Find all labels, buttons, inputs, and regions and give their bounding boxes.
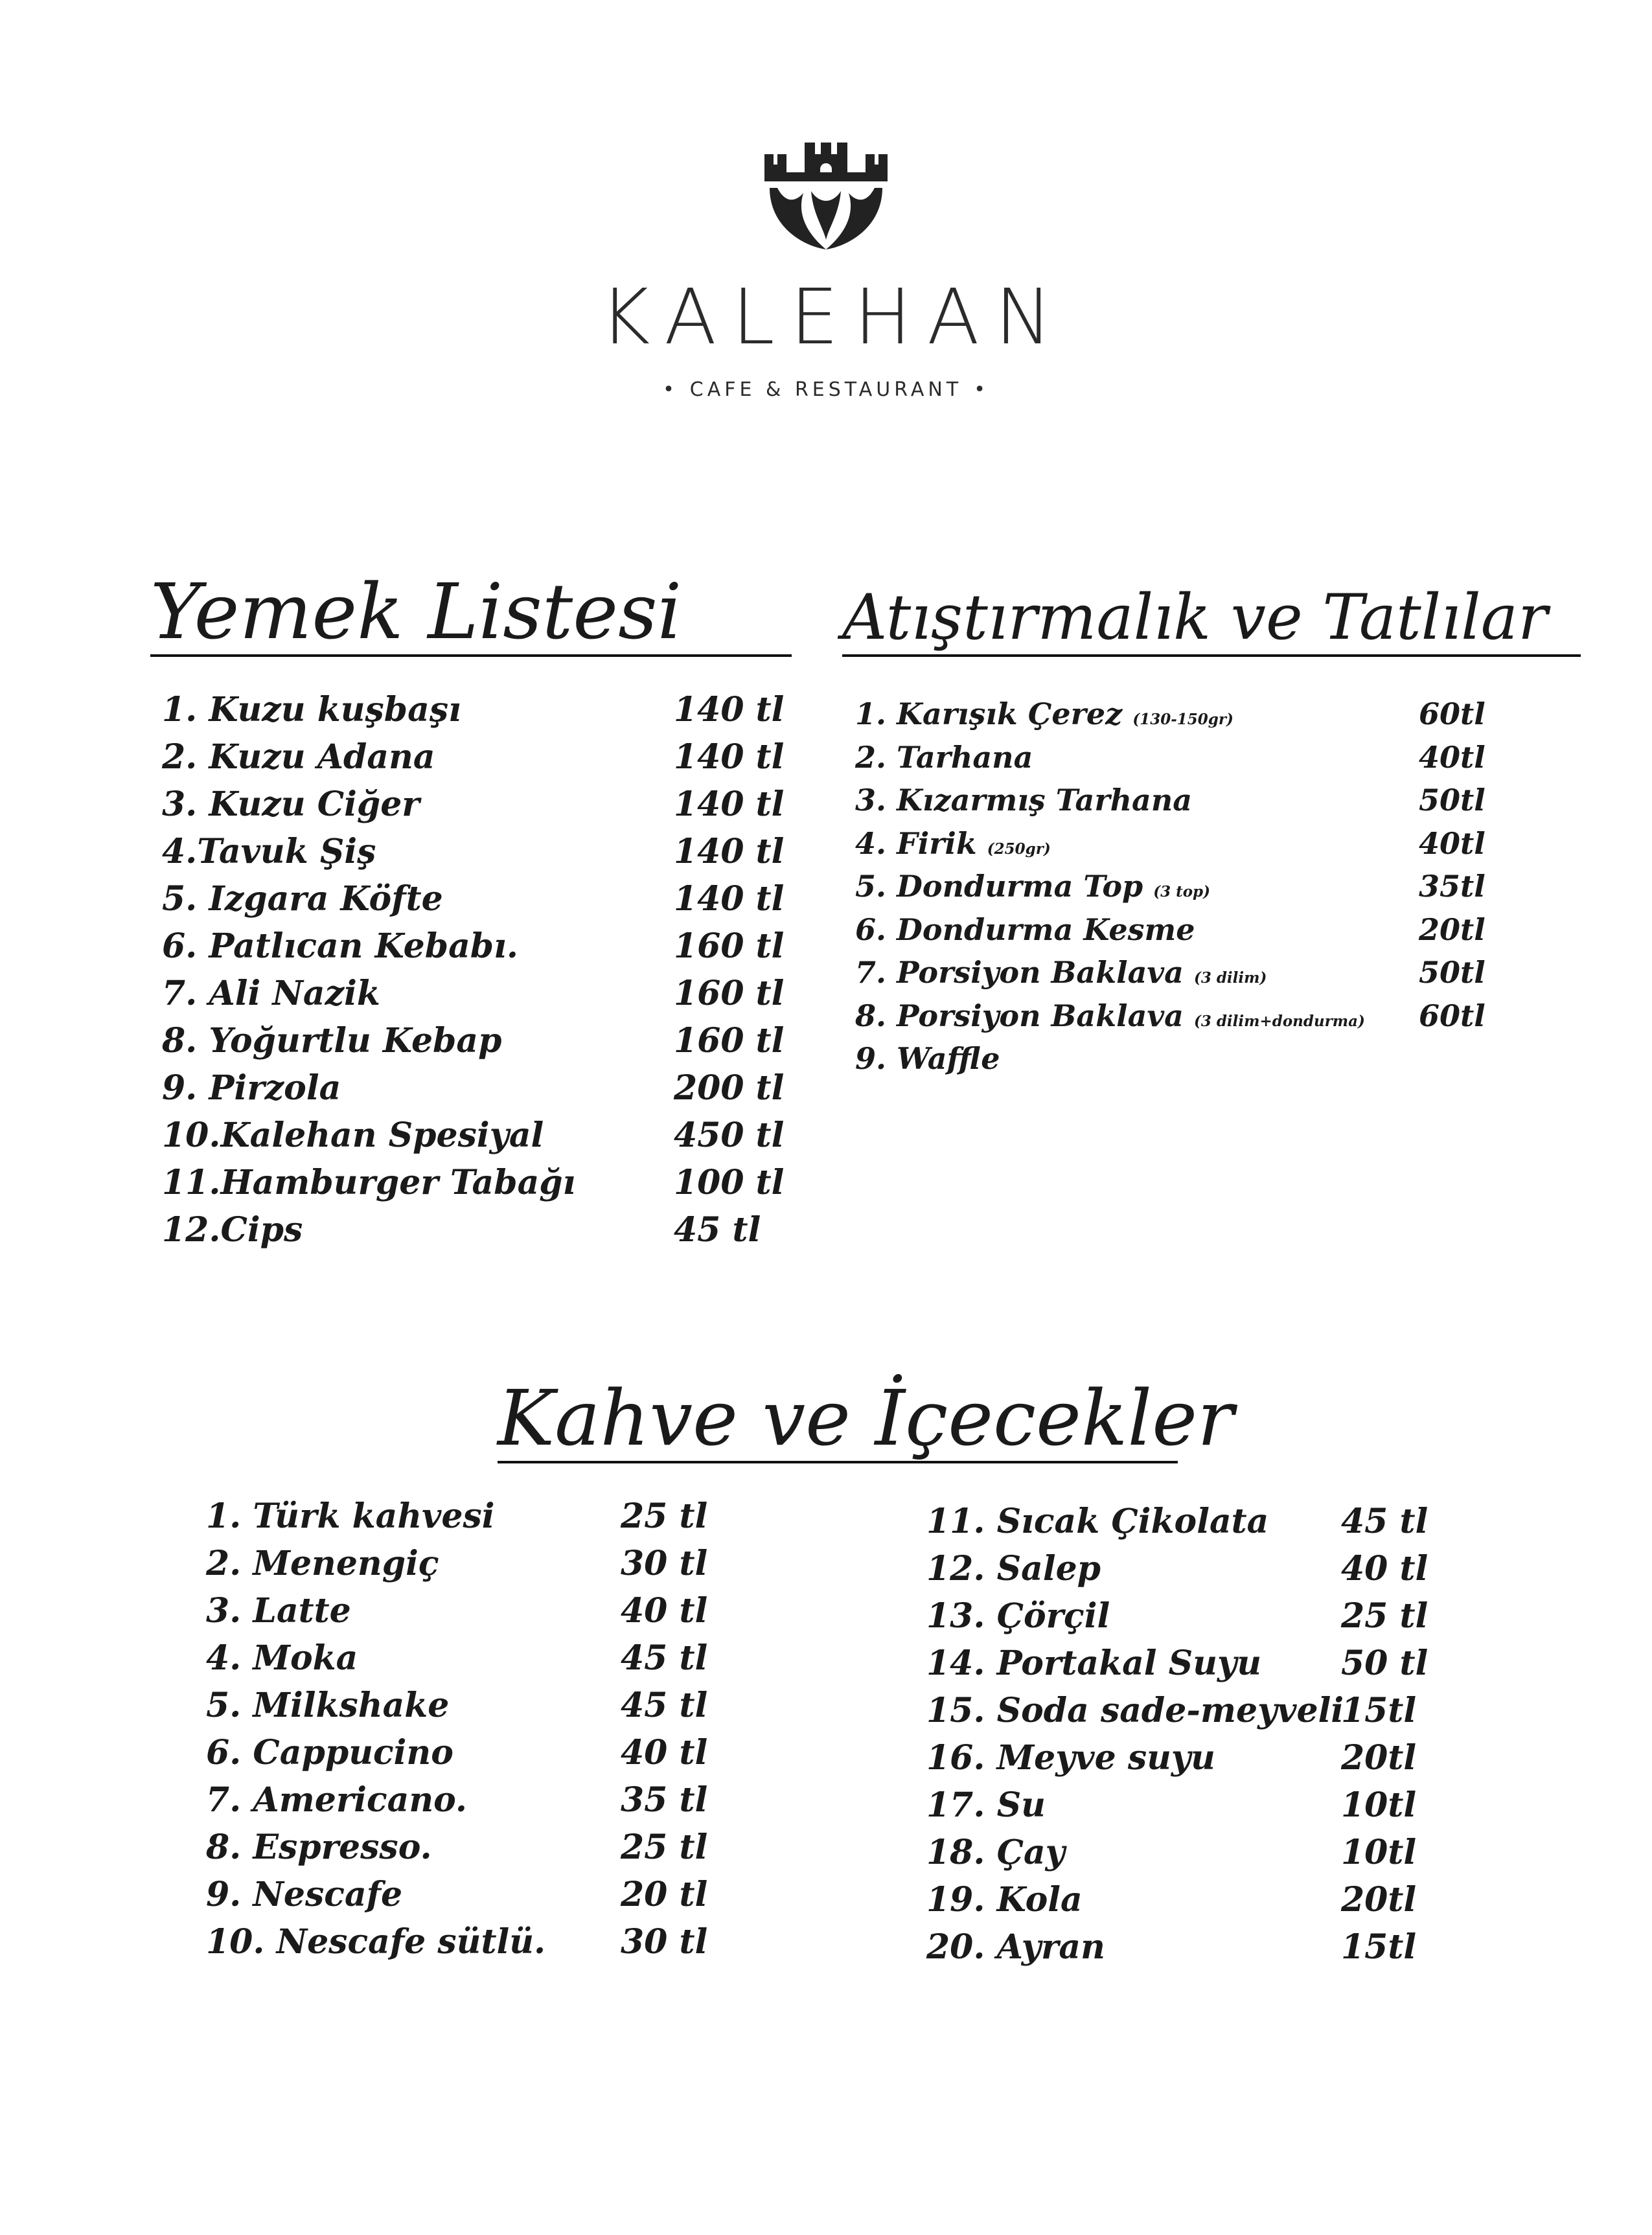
menu-item-name bbox=[855, 955, 1267, 990]
icecek-list-left bbox=[206, 1496, 789, 1969]
menu-item bbox=[206, 1733, 789, 1780]
brand-name: KALEHAN bbox=[599, 272, 1068, 361]
menu-item bbox=[162, 1210, 797, 1257]
menu-item-name bbox=[206, 1544, 439, 1583]
menu-item-label: 6. Cappucino bbox=[206, 1733, 453, 1772]
menu-item-price: 40 tl bbox=[621, 1733, 708, 1772]
menu-item-label: 5. Izgara Köfte bbox=[162, 879, 443, 919]
menu-item-label: 3. Kuzu Ciğer bbox=[162, 785, 420, 824]
menu-item-label: 1. Karışık Çerez bbox=[855, 696, 1123, 731]
menu-item-price: 10tl bbox=[1341, 1785, 1417, 1825]
menu-item-name bbox=[926, 1549, 1101, 1588]
menu-item-name bbox=[926, 1502, 1268, 1541]
menu-item-name bbox=[855, 1041, 1000, 1076]
menu-item bbox=[206, 1544, 789, 1591]
yemek-title: Yemek Listesi bbox=[150, 567, 682, 656]
menu-item-note: (3 top) bbox=[1153, 883, 1211, 900]
menu-item-label: 9. Pirzola bbox=[162, 1068, 341, 1108]
menu-item bbox=[926, 1833, 1509, 1880]
menu-item bbox=[855, 869, 1568, 912]
menu-item-price: 30 tl bbox=[621, 1922, 708, 1962]
menu-item-price: 40 tl bbox=[1341, 1549, 1428, 1588]
menu-item-label: 5. Dondurma Top bbox=[855, 869, 1143, 904]
brand-subtitle: • CAFE & RESTAURANT • bbox=[663, 378, 989, 401]
menu-item-label: 3. Latte bbox=[206, 1591, 351, 1631]
menu-item-note: (3 dilim+dondurma) bbox=[1193, 1012, 1365, 1030]
menu-item-label: 7. Porsiyon Baklava bbox=[855, 955, 1184, 990]
menu-item-price: 160 tl bbox=[674, 926, 785, 966]
menu-item-name bbox=[926, 1738, 1215, 1778]
menu-item-name bbox=[162, 1163, 575, 1202]
menu-item-label: 3. Kızarmış Tarhana bbox=[855, 783, 1193, 818]
menu-item-label: 9. Nescafe bbox=[206, 1875, 403, 1914]
menu-item bbox=[162, 832, 797, 879]
menu-item bbox=[206, 1780, 789, 1828]
menu-item-price: 25 tl bbox=[621, 1828, 708, 1867]
menu-item bbox=[855, 912, 1568, 956]
menu-item bbox=[206, 1686, 789, 1733]
menu-item-name bbox=[206, 1922, 545, 1962]
menu-item bbox=[162, 785, 797, 832]
menu-item bbox=[926, 1596, 1509, 1644]
menu-item-label: 17. Su bbox=[926, 1785, 1046, 1825]
menu-item bbox=[162, 737, 797, 785]
menu-item bbox=[162, 1068, 797, 1116]
brand-logo bbox=[0, 143, 1652, 401]
menu-item-label: 10.Kalehan Spesiyal bbox=[162, 1116, 544, 1155]
menu-item-price: 50 tl bbox=[1341, 1644, 1428, 1683]
icecek-title-underline bbox=[498, 1461, 1178, 1463]
menu-item-name bbox=[162, 1116, 544, 1155]
menu-item-price: 140 tl bbox=[674, 832, 785, 871]
menu-item-name bbox=[162, 1210, 303, 1250]
menu-item-price: 450 tl bbox=[674, 1116, 785, 1155]
menu-item-name bbox=[162, 785, 420, 824]
menu-item-price: 20tl bbox=[1341, 1880, 1417, 1920]
menu-item-price: 160 tl bbox=[674, 1021, 785, 1060]
menu-item-label: 15. Soda sade-meyveli bbox=[926, 1691, 1344, 1730]
menu-item-note: (3 dilim) bbox=[1193, 969, 1267, 987]
menu-item-price: 140 tl bbox=[674, 785, 785, 824]
menu-item-price: 200 tl bbox=[674, 1068, 785, 1108]
menu-item-price: 35 tl bbox=[621, 1780, 708, 1820]
menu-item bbox=[855, 783, 1568, 826]
menu-item-name bbox=[926, 1927, 1105, 1967]
menu-item-price: 100 tl bbox=[674, 1163, 785, 1202]
menu-item-price: 20 tl bbox=[621, 1875, 708, 1914]
menu-item-name bbox=[855, 998, 1365, 1033]
menu-item-label: 14. Portakal Suyu bbox=[926, 1644, 1262, 1683]
menu-item bbox=[162, 879, 797, 926]
menu-item bbox=[162, 1116, 797, 1163]
menu-item-label: 8. Espresso. bbox=[206, 1828, 432, 1867]
menu-item-label: 8. Yoğurtlu Kebap bbox=[162, 1021, 502, 1060]
menu-item bbox=[926, 1691, 1509, 1738]
menu-item-label: 12.Cips bbox=[162, 1210, 303, 1250]
menu-item-price: 160 tl bbox=[674, 974, 785, 1013]
icecek-list-right bbox=[926, 1502, 1509, 1975]
menu-item-name bbox=[855, 826, 1051, 861]
menu-item-price: 50tl bbox=[1419, 955, 1486, 990]
menu-item-label: 8. Porsiyon Baklava bbox=[855, 998, 1184, 1033]
menu-item-note: (250gr) bbox=[987, 840, 1051, 858]
menu-item-price: 140 tl bbox=[674, 879, 785, 919]
menu-item bbox=[926, 1502, 1509, 1549]
menu-item-price: 45 tl bbox=[1341, 1502, 1428, 1541]
menu-item bbox=[855, 740, 1568, 783]
menu-item-price: 60tl bbox=[1419, 696, 1486, 731]
atistirmalik-title: Atıştırmalık ve Tatlılar bbox=[842, 581, 1548, 654]
menu-item bbox=[206, 1591, 789, 1638]
menu-item-price: 25 tl bbox=[621, 1496, 708, 1536]
menu-item-price: 60tl bbox=[1419, 998, 1486, 1033]
menu-item bbox=[206, 1638, 789, 1686]
menu-item-name bbox=[206, 1638, 358, 1678]
menu-item-name bbox=[855, 869, 1210, 904]
menu-item-name bbox=[206, 1686, 449, 1725]
menu-item-name bbox=[855, 740, 1033, 775]
menu-item-price: 30 tl bbox=[621, 1544, 708, 1583]
menu-item-label: 11.Hamburger Tabağı bbox=[162, 1163, 576, 1202]
menu-item-name bbox=[926, 1644, 1261, 1683]
menu-item-name bbox=[162, 879, 443, 919]
menu-item bbox=[855, 826, 1568, 869]
menu-item-name bbox=[926, 1785, 1046, 1825]
menu-item bbox=[855, 696, 1568, 740]
menu-item-label: 11. Sıcak Çikolata bbox=[926, 1502, 1269, 1541]
menu-item-label: 7. Americano. bbox=[206, 1780, 468, 1820]
menu-item bbox=[926, 1880, 1509, 1927]
atistirmalik-list bbox=[855, 696, 1568, 1084]
menu-item bbox=[926, 1644, 1509, 1691]
menu-item-name bbox=[206, 1496, 495, 1536]
menu-item-name bbox=[162, 690, 461, 729]
menu-item-name bbox=[162, 737, 435, 777]
menu-item bbox=[855, 998, 1568, 1042]
menu-item-label: 12. Salep bbox=[926, 1549, 1101, 1588]
menu-item-price: 25 tl bbox=[1341, 1596, 1428, 1636]
yemek-list bbox=[162, 690, 797, 1257]
menu-item bbox=[206, 1875, 789, 1922]
menu-item-name bbox=[206, 1828, 432, 1867]
menu-item bbox=[855, 955, 1568, 998]
menu-item bbox=[926, 1738, 1509, 1785]
menu-item-label: 4. Moka bbox=[206, 1638, 358, 1678]
menu-item-label: 4. Firik bbox=[855, 825, 977, 861]
menu-item bbox=[926, 1549, 1509, 1596]
menu-item-price: 140 tl bbox=[674, 690, 785, 729]
menu-item-name bbox=[162, 926, 518, 966]
atistirmalik-title-underline bbox=[842, 654, 1581, 657]
icecek-title: Kahve ve İçecekler bbox=[498, 1373, 1234, 1463]
menu-item-price: 15tl bbox=[1341, 1927, 1417, 1967]
menu-item-name bbox=[162, 1021, 501, 1060]
menu-item-price: 40tl bbox=[1419, 825, 1486, 861]
menu-item-label: 18. Çay bbox=[926, 1833, 1065, 1872]
menu-item-name bbox=[206, 1733, 453, 1772]
menu-item-name bbox=[926, 1691, 1344, 1730]
menu-item-label: 2. Tarhana bbox=[855, 739, 1033, 775]
menu-item-label: 4.Tavuk Şiş bbox=[162, 832, 376, 871]
menu-item bbox=[162, 1163, 797, 1210]
menu-item-label: 20. Ayran bbox=[926, 1927, 1105, 1967]
menu-item-label: 16. Meyve suyu bbox=[926, 1738, 1215, 1778]
menu-item bbox=[206, 1922, 789, 1969]
menu-item-price: 10tl bbox=[1341, 1833, 1417, 1872]
menu-item-label: 13. Çörçil bbox=[926, 1596, 1110, 1636]
menu-item-name bbox=[162, 1068, 341, 1108]
menu-item-name bbox=[162, 974, 380, 1013]
menu-item-name bbox=[855, 696, 1233, 731]
menu-item bbox=[926, 1927, 1509, 1975]
menu-item-price: 35tl bbox=[1419, 869, 1486, 904]
menu-item-name bbox=[926, 1833, 1065, 1872]
menu-item-price: 20tl bbox=[1419, 911, 1486, 947]
menu-item-label: 1. Türk kahvesi bbox=[206, 1496, 495, 1536]
menu-item-label: 19. Kola bbox=[926, 1880, 1083, 1920]
menu-item-label: 6. Dondurma Kesme bbox=[855, 911, 1195, 947]
menu-item bbox=[206, 1828, 789, 1875]
menu-item-name bbox=[162, 832, 376, 871]
menu-item-price: 45 tl bbox=[621, 1686, 708, 1725]
menu-item bbox=[162, 1021, 797, 1068]
menu-item-label: 6. Patlıcan Kebabı. bbox=[162, 926, 518, 966]
menu-item-name bbox=[206, 1875, 402, 1914]
menu-item-price: 40tl bbox=[1419, 739, 1486, 775]
menu-item-name bbox=[926, 1596, 1110, 1636]
menu-item-label: 7. Ali Nazik bbox=[162, 974, 380, 1013]
menu-item-price: 20tl bbox=[1341, 1738, 1417, 1778]
menu-item-label: 2. Menengiç bbox=[206, 1544, 439, 1583]
menu-item-name bbox=[926, 1880, 1083, 1920]
menu-item-label: 9. Waffle bbox=[855, 1041, 1000, 1076]
menu-item-label: 2. Kuzu Adana bbox=[162, 737, 435, 777]
menu-item-name bbox=[855, 783, 1192, 818]
castle-tulip-icon bbox=[758, 143, 894, 253]
menu-item bbox=[162, 926, 797, 974]
menu-item-name bbox=[206, 1780, 467, 1820]
menu-item-label: 1. Kuzu kuşbaşı bbox=[162, 690, 461, 729]
menu-item-price: 140 tl bbox=[674, 737, 785, 777]
menu-item-name bbox=[206, 1591, 351, 1631]
brand-subtitle-text: CAFE & RESTAURANT bbox=[689, 378, 963, 401]
menu-item-note: (130-150gr) bbox=[1132, 711, 1233, 728]
menu-item bbox=[926, 1785, 1509, 1833]
yemek-title-underline bbox=[150, 654, 792, 657]
menu-item-label: 10. Nescafe sütlü. bbox=[206, 1922, 546, 1962]
menu-item-name bbox=[855, 912, 1195, 947]
menu-item bbox=[855, 1041, 1568, 1084]
menu-item-price: 15tl bbox=[1341, 1691, 1417, 1730]
menu-item-price: 40 tl bbox=[621, 1591, 708, 1631]
menu-item bbox=[162, 974, 797, 1021]
menu-item bbox=[162, 690, 797, 737]
menu-item-label: 5. Milkshake bbox=[206, 1686, 450, 1725]
menu-item-price: 50tl bbox=[1419, 783, 1486, 818]
menu-item bbox=[206, 1496, 789, 1544]
menu-item-price: 45 tl bbox=[621, 1638, 708, 1678]
menu-item-price: 45 tl bbox=[674, 1210, 761, 1250]
